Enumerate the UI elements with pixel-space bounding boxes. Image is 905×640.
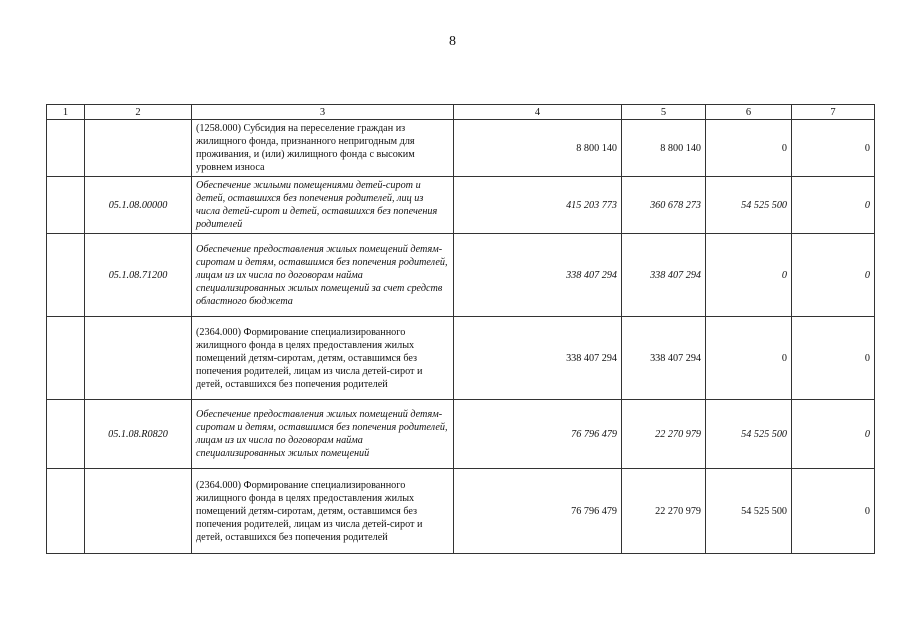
table-row — [47, 234, 875, 317]
description-cell: (1258.000) Субсидия на переселение граждан из жилищного фонда, признанного непригодным для проживания, и (или) жилищного фонда с высоким уровнем износа — [192, 120, 454, 177]
table-row — [47, 400, 875, 469]
budget-code-cell: 05.1.08.R0820 — [85, 400, 192, 469]
amount-cell: 0 — [792, 234, 875, 317]
amount-cell: 415 203 773 — [454, 177, 622, 234]
table-row — [47, 120, 875, 177]
amount-cell: 22 270 979 — [622, 469, 706, 554]
amount-cell: 338 407 294 — [622, 317, 706, 400]
amount-cell: 54 525 500 — [706, 400, 792, 469]
column-header: 3 — [192, 105, 454, 120]
amount-cell: 76 796 479 — [454, 400, 622, 469]
amount-cell: 338 407 294 — [454, 234, 622, 317]
description-cell: Обеспечение жилыми помещениями детей-сирот и детей, оставшихся без попечения родителей, лиц из числа детей-сирот и детей, оставшихся без попечения родителей — [192, 177, 454, 234]
budget-code-cell: 05.1.08.00000 — [85, 177, 192, 234]
table-row — [47, 177, 875, 234]
amount-cell: 54 525 500 — [706, 177, 792, 234]
amount-cell: 0 — [792, 177, 875, 234]
amount-cell: 0 — [706, 120, 792, 177]
description-cell: Обеспечение предоставления жилых помещений детям-сиротам и детям, оставшимся без попечения родителей, лицам из их числа по договорам найма специализированных жилых помещений — [192, 400, 454, 469]
budget-code-cell — [85, 317, 192, 400]
amount-cell: 0 — [792, 120, 875, 177]
amount-cell: 8 800 140 — [454, 120, 622, 177]
budget-code-cell: 05.1.08.71200 — [85, 234, 192, 317]
column-header: 6 — [706, 105, 792, 120]
budget-code-cell — [85, 120, 192, 177]
amount-cell: 338 407 294 — [622, 234, 706, 317]
description-cell: Обеспечение предоставления жилых помещений детям-сиротам и детям, оставшимся без попечения родителей, лицам из их числа по договорам найма специализированных жилых помещений за счет средств областного бюджета — [192, 234, 454, 317]
column-header: 2 — [85, 105, 192, 120]
amount-cell: 0 — [706, 317, 792, 400]
amount-cell: 54 525 500 — [706, 469, 792, 554]
row-number-cell — [47, 177, 85, 234]
amount-cell: 22 270 979 — [622, 400, 706, 469]
row-number-cell — [47, 469, 85, 554]
description-cell: (2364.000) Формирование специализированного жилищного фонда в целях предоставления жилых помещений детям-сиротам, детям, оставшимся без попечения родителей, лицам из числа детей-сирот и детей, оставшихся без попечения родителей — [192, 317, 454, 400]
row-number-cell — [47, 120, 85, 177]
amount-cell: 0 — [792, 317, 875, 400]
row-number-cell — [47, 317, 85, 400]
column-header: 4 — [454, 105, 622, 120]
column-header: 5 — [622, 105, 706, 120]
page-number: 8 — [449, 34, 456, 49]
amount-cell: 0 — [792, 469, 875, 554]
amount-cell: 0 — [792, 400, 875, 469]
budget-table — [46, 104, 875, 554]
amount-cell: 360 678 273 — [622, 177, 706, 234]
amount-cell: 8 800 140 — [622, 120, 706, 177]
row-number-cell — [47, 400, 85, 469]
budget-code-cell — [85, 469, 192, 554]
table-row — [47, 317, 875, 400]
column-header: 7 — [792, 105, 875, 120]
amount-cell: 76 796 479 — [454, 469, 622, 554]
amount-cell: 0 — [706, 234, 792, 317]
table-row — [47, 469, 875, 554]
description-cell: (2364.000) Формирование специализированного жилищного фонда в целях предоставления жилых помещений детям-сиротам, детям, оставшимся без попечения родителей, лицам из числа детей-сирот и детей, оставшихся без попечения родителей — [192, 469, 454, 554]
table-header-row — [47, 105, 875, 120]
column-header: 1 — [47, 105, 85, 120]
row-number-cell — [47, 234, 85, 317]
amount-cell: 338 407 294 — [454, 317, 622, 400]
